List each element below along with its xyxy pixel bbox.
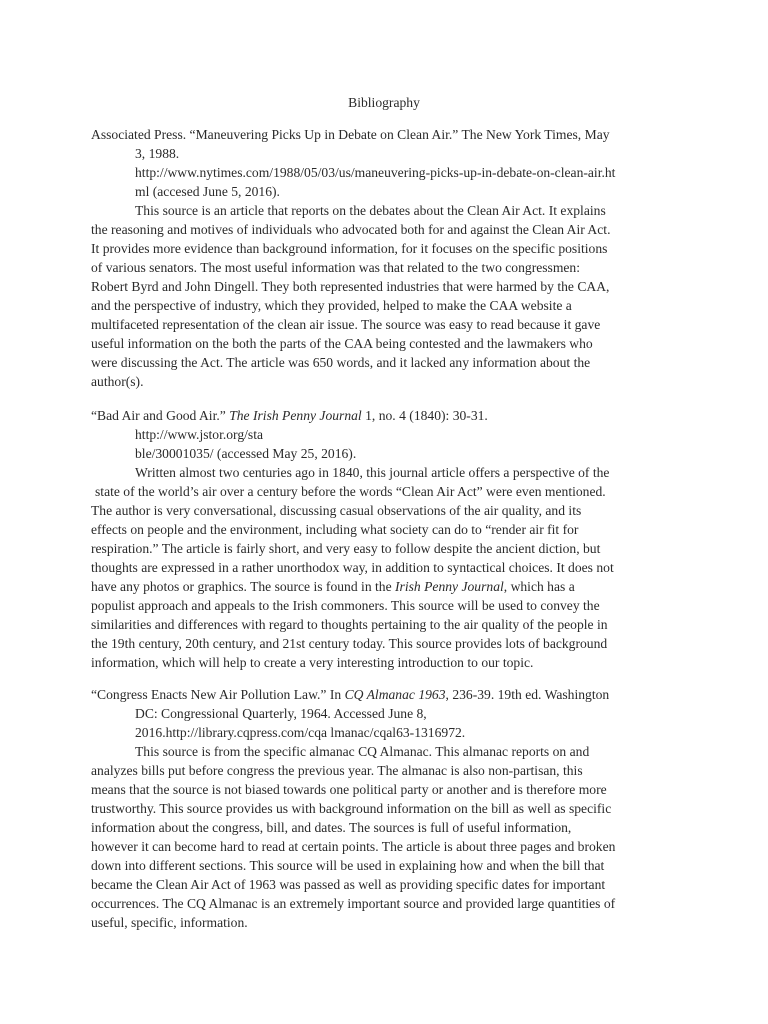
entry-line: http://www.jstor.org/sta <box>135 427 264 442</box>
italic-title: Irish Penny Journal <box>395 579 504 594</box>
bibliography-entry-congress-enacts <box>91 685 703 932</box>
entry-line: the reasoning and motives of individuals who advocated both for and against the Clean Air Act. <box>91 222 611 237</box>
entry-line: populist approach and appeals to the Irish commoners. This source will be used to convey the <box>91 598 600 613</box>
entry-line: It provides more evidence than background information, for it focuses on the specific positions <box>91 241 608 256</box>
entry-line: however it can become hard to read at certain points. The article is about three pages and broken <box>91 839 616 854</box>
entry-line: DC: Congressional Quarterly, 1964. Accessed June 8, <box>135 706 427 721</box>
entry-line: trustworthy. This source provides us with background information on the bill as well as specific <box>91 801 612 816</box>
line-text: , 236-39. 19th ed. Washington <box>445 687 610 702</box>
entry-line: information, which will help to create a very interesting introduction to our topic. <box>91 655 534 670</box>
entry-line: effects on people and the environment, including what society can do to “render air fit for <box>91 522 579 537</box>
entry-line: This source is from the specific almanac CQ Almanac. This almanac reports on and <box>135 744 590 759</box>
line-text: , which has a <box>503 579 575 594</box>
italic-title: CQ Almanac 1963 <box>344 687 446 702</box>
entry-line: down into different sections. This source will be used in explaining how and when the bill that <box>91 858 605 873</box>
page-title: Bibliography <box>348 95 420 110</box>
entry-line: and the perspective of industry, which they provided, helped to make the CAA website a <box>91 298 572 313</box>
entry-line: ml (accesed June 5, 2016). <box>135 184 280 199</box>
entry-line: state of the world’s air over a century before the words “Clean Air Act” were even mentioned. <box>95 484 606 499</box>
entry-line: Robert Byrd and John Dingell. They both represented industries that were harmed by the CAA, <box>91 279 610 294</box>
entry-line: analyzes bills put before congress the previous year. The almanac is also non-partisan, this <box>91 763 583 778</box>
line-text: “Bad Air and Good Air.” <box>91 408 230 423</box>
entry-line: useful, specific, information. <box>91 915 248 930</box>
entry-line: author(s). <box>91 374 144 389</box>
entry-line: ble/30001035/ (accessed May 25, 2016). <box>135 446 357 461</box>
italic-title: The Irish Penny Journal <box>229 408 362 423</box>
entry-line: became the Clean Air Act of 1963 was passed as well as providing specific dates for important <box>91 877 606 892</box>
bibliography-entry-bad-air-good-air <box>91 406 703 672</box>
entry-line <box>91 577 703 596</box>
entry-line <box>91 406 703 425</box>
bibliography-entry-associated-press <box>91 125 703 391</box>
entry-line: means that the source is not biased towards one political party or another and is therefore more <box>91 782 607 797</box>
entry-line: thoughts are expressed in a rather unorthodox way, in addition to syntactical choices. It does not <box>91 560 614 575</box>
entry-line: of various senators. The most useful information was that related to the two congressmen: <box>91 260 581 275</box>
entry-line: information about the congress, bill, and dates. The sources is full of useful information, <box>91 820 572 835</box>
line-text: 1, no. 4 (1840): 30-31. <box>361 408 488 423</box>
line-text: have any photos or graphics. The source is found in the <box>91 579 396 594</box>
entry-line: respiration.” The article is fairly short, and very easy to follow despite the ancient diction, but <box>91 541 601 556</box>
entry-line: the 19th century, 20th century, and 21st century today. This source provides lots of background <box>91 636 608 651</box>
entry-line: Associated Press. “Maneuvering Picks Up in Debate on Clean Air.” The New York Times, May <box>91 127 610 142</box>
entry-line: Written almost two centuries ago in 1840, this journal article offers a perspective of the <box>135 465 610 480</box>
entry-line: were discussing the Act. The article was 650 words, and it lacked any information about the <box>91 355 591 370</box>
entry-line: similarities and differences with regard to thoughts pertaining to the air quality of the people in <box>91 617 608 632</box>
entry-line: 3, 1988. <box>135 146 180 161</box>
entry-line: http://www.nytimes.com/1988/05/03/us/maneuvering-picks-up-in-debate-on-clean-air.ht <box>135 165 616 180</box>
line-text: “Congress Enacts New Air Pollution Law.” In <box>91 687 345 702</box>
entry-line: The author is very conversational, discussing casual observations of the air quality, and its <box>91 503 582 518</box>
entry-line: 2016.http://library.cqpress.com/cqa lmanac/cqal63-1316972. <box>135 725 466 740</box>
entry-line <box>91 685 703 704</box>
entry-line: useful information on the both the parts of the CAA being contested and the lawmakers who <box>91 336 593 351</box>
entry-line: This source is an article that reports on the debates about the Clean Air Act. It explains <box>135 203 606 218</box>
entry-line: multifaceted representation of the clean air issue. The source was easy to read because it gave <box>91 317 601 332</box>
entry-line: occurrences. The CQ Almanac is an extremely important source and provided large quantities of <box>91 896 616 911</box>
